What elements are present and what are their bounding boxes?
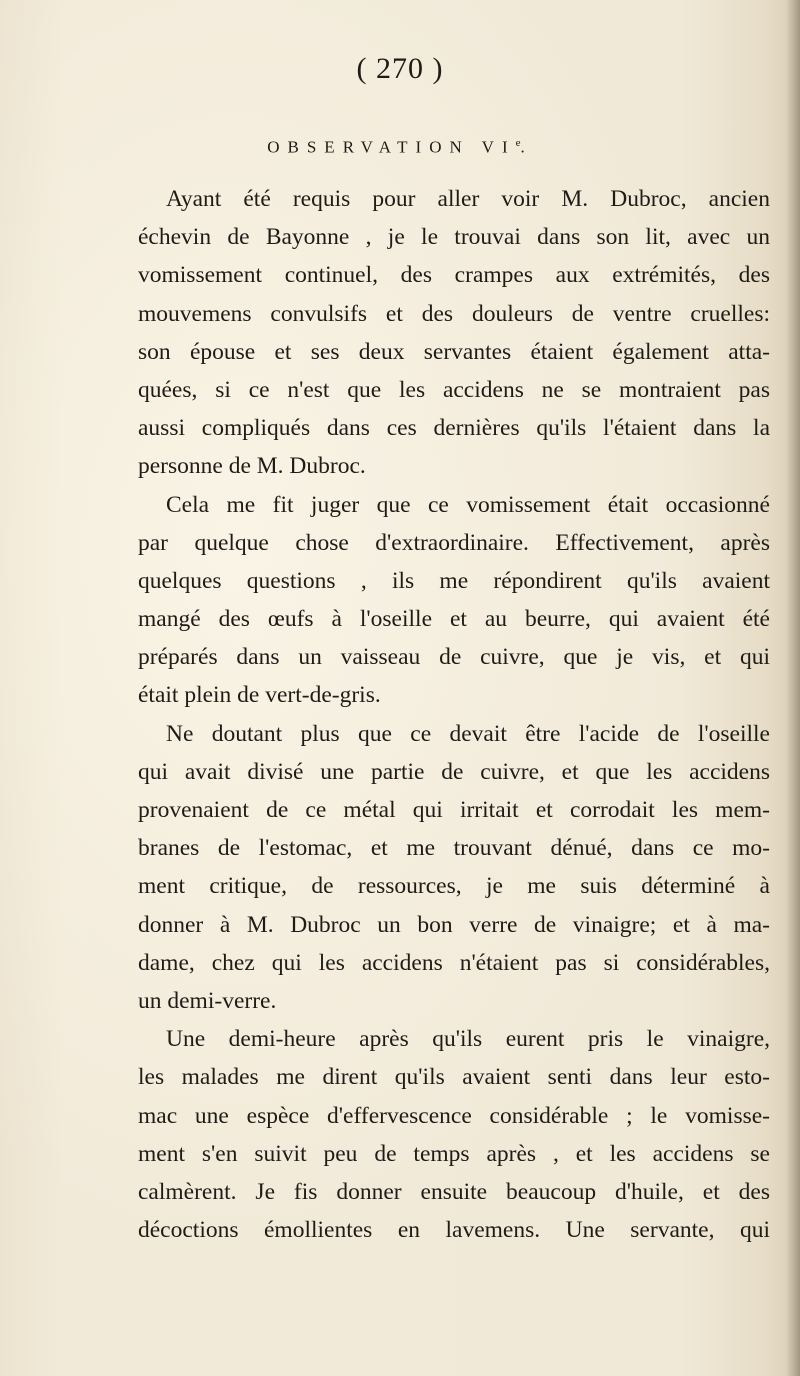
heading-period: . — [520, 137, 533, 157]
text-line: quées, si ce n'est que les accidens ne se montraient pas — [138, 376, 770, 403]
text-line: mac une espèce d'effervescence considérable ; le vomisse- — [138, 1102, 770, 1129]
text-line: était plein de vert-de-gris. — [138, 682, 381, 709]
heading-superscript: e — [515, 137, 521, 149]
page-edge-shadow — [786, 0, 800, 1376]
text-line: son épouse et ses deux servantes étaient également atta- — [138, 338, 770, 365]
text-line: branes de l'estomac, et me trouvant dénué, dans ce mo- — [138, 835, 770, 862]
text-line: aussi compliqués dans ces dernières qu'ils l'étaient dans la — [138, 415, 770, 442]
text-line: un demi-verre. — [138, 987, 277, 1014]
text-line: ment s'en suivit peu de temps après , et les accidens se — [138, 1140, 770, 1167]
text-line: ment critique, de ressources, je me suis déterminé à — [138, 873, 770, 900]
text-line: personne de M. Dubroc. — [138, 453, 366, 480]
text-line: vomissement continuel, des crampes aux extrémités, des — [138, 262, 770, 289]
text-line: dame, chez qui les accidens n'étaient pas si considérables, — [138, 949, 770, 976]
text-line: Ne doutant plus que ce devait être l'acide de l'oseille — [166, 720, 770, 747]
text-line: qui avait divisé une partie de cuivre, et que les accidens — [138, 758, 770, 785]
page-number: ( 270 ) — [356, 52, 444, 85]
text-line: échevin de Bayonne , je le trouvai dans son lit, avec un — [138, 224, 770, 251]
text-line: préparés dans un vaisseau de cuivre, que je vis, et qui — [138, 644, 770, 671]
text-line: Ayant été requis pour aller voir M. Dubroc, ancien — [166, 186, 770, 212]
text-line: décoctions émollientes en lavemens. Une servante, qui — [138, 1217, 770, 1244]
text-line: calmèrent. Je fis donner ensuite beaucoup d'huile, et des — [138, 1178, 770, 1205]
text-line: Une demi-heure après qu'ils eurent pris le vinaigre, — [166, 1026, 770, 1053]
text-line: par quelque chose d'extraordinaire. Effectivement, après — [138, 529, 770, 556]
text-line: mangé des œufs à l'oseille et au beurre, qui avaient été — [138, 606, 770, 633]
text-line: donner à M. Dubroc un bon verre de vinaigre; et à ma- — [138, 911, 770, 938]
heading-text: OBSERVATION VI — [267, 137, 516, 157]
text-line: mouvemens convulsifs et des douleurs de ventre cruelles: — [138, 300, 770, 327]
text-line: quelques questions , ils me répondirent qu'ils avaient — [138, 567, 770, 594]
text-line: provenaient de ce métal qui irritait et corrodait les mem- — [138, 797, 770, 823]
text-line: Cela me fit juger que ce vomissement était occasionné — [166, 491, 770, 518]
body-text — [138, 180, 770, 1249]
text-line: les malades me dirent qu'ils avaient senti dans leur esto- — [138, 1064, 770, 1091]
section-heading — [0, 137, 800, 158]
